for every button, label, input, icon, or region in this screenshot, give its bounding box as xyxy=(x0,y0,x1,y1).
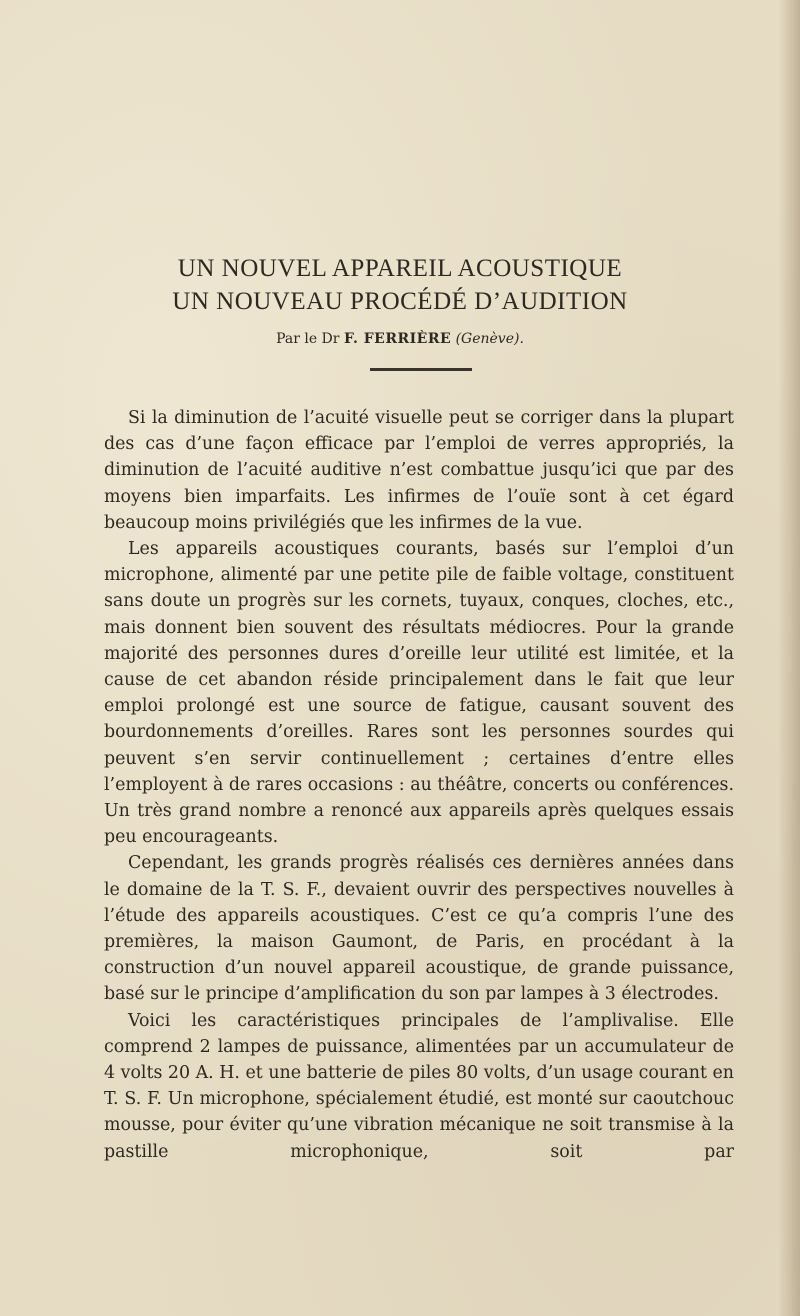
article-body xyxy=(104,405,734,1165)
byline xyxy=(0,331,800,347)
author-city: (Genève). xyxy=(455,331,524,347)
author-name: F. FERRIÈRE xyxy=(343,331,452,347)
byline-prefix: Par le Dr xyxy=(276,331,340,347)
paragraph: Les appareils acoustiques courants, basés sur l’emploi d’un microphone, alimenté par une petite pile de faible voltage, constituent sans doute un progrès sur les cornets, tuyaux, conques, cloches, etc., mais donnent bien souvent des résultats médiocres. Pour la grande majorité des personnes dures d’oreille leur utilité est limitée, et la cause de cet abandon réside principalement dans le fait que leur emploi prolongé est une source de fatigue, causant souvent des bourdonnements d’oreilles. Rares sont les personnes sourdes qui peuvent s’en servir continuellement ; certaines d’entre elles l’employent à de rares occasions : au théâtre, concerts ou conférences. Un très grand nombre a renoncé aux appareils après quelques essais peu encourageants. xyxy=(104,539,734,848)
page-edge-shadow xyxy=(778,0,800,1316)
title-line-1: UN NOUVEL APPAREIL ACOUSTIQUE xyxy=(177,255,623,282)
article-title xyxy=(0,252,800,318)
paragraph: Cependant, les grands progrès réalisés ces dernières années dans le domaine de la T. S. F., devaient ouvrir des perspectives nouvelles à l’étude des appareils acoustiques. C’est ce qu’a compris l’une des premières, la maison Gaumont, de Paris, en procédant à la construction d’un nouvel appareil acoustique, de grande puissance, basé sur le principe d’amplification du son par lampes à 3 électrodes. xyxy=(104,853,734,1005)
paragraph: Si la diminution de l’acuité visuelle peut se corriger dans la plupart des cas d’une façon efficace par l’emploi de verres appropriés, la diminution de l’acuité auditive n’est combattue jusqu’ici que par des moyens bien imparfaits. Les infirmes de l’ouïe sont à cet égard beaucoup moins privilégiés que les infirmes de la vue. xyxy=(104,408,734,533)
title-line-2: UN NOUVEAU PROCÉDÉ D’AUDITION xyxy=(172,288,628,315)
paragraph: Voici les caractéristiques principales de l’amplivalise. Elle comprend 2 lampes de puissance, alimentées par un accumulateur de 4 volts 20 A. H. et une batterie de piles 80 volts, d’un usage courant en T. S. F. Un microphone, spécialement étudié, est monté sur caoutchouc mousse, pour éviter qu’une vibration mécanique ne soit transmise à la pastille microphonique, soit par xyxy=(104,1010,734,1162)
section-divider xyxy=(370,368,472,371)
